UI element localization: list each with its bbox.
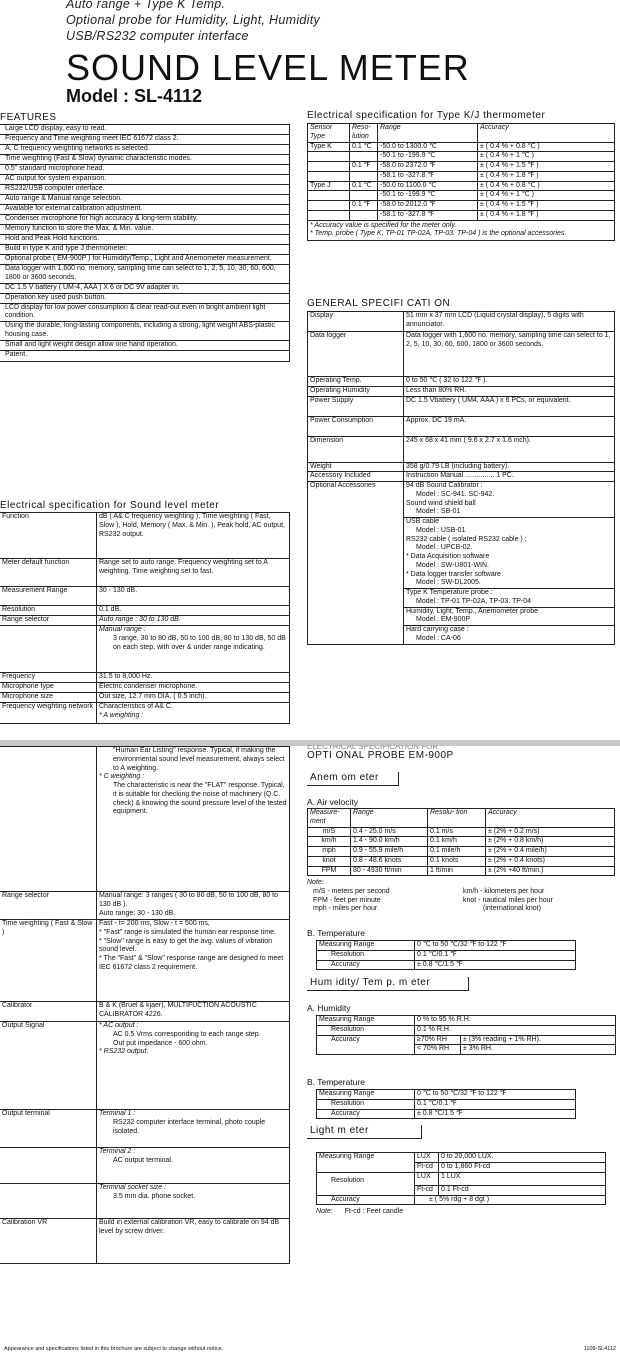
unit: Ft-cd [415, 1162, 439, 1172]
spec-label: Accessory Included [308, 472, 404, 482]
feature-item: Operation key used push button. [5, 293, 107, 301]
spec-value: * The "Fast" & "Slow" response range are designed to meet IEC 61672 class 2 requirement. [99, 955, 284, 971]
accessory-line: Type K Temperature probe : [406, 589, 493, 596]
col-header: Accuracy [486, 809, 615, 828]
sensor-type [308, 191, 350, 201]
feature-item: Build in type K and type J thermometer. [5, 245, 128, 252]
spec-label: Data logger [308, 332, 404, 377]
measurement-unit: km/h [308, 837, 351, 847]
spec-label: Frequency weighting network [0, 703, 97, 723]
spec-value: 0.1 Ft-cd [439, 1185, 606, 1195]
col-header: Range [351, 809, 428, 828]
accessory-block [404, 482, 614, 518]
features-list [0, 124, 290, 362]
spec-value: 3.5 mm dia. phone socket. [113, 1192, 196, 1200]
spec-sub-title: Terminal socket size : [99, 1184, 167, 1191]
sensor-type [308, 152, 350, 162]
feature-item: Small and light weight design allow one hand operation. [5, 340, 178, 348]
spec-label: Calibrator [0, 1002, 97, 1021]
col-header: Range [378, 124, 478, 143]
spec-label: Microphone type [0, 683, 97, 692]
accessory-line: Hard carrying case : [406, 626, 469, 633]
spec-label: Operating Temp. [308, 377, 404, 387]
light-note [316, 1208, 403, 1217]
spec-value: ± 0.8 ℃/1.5 ℉ [415, 1109, 576, 1119]
spec-value: 0 to 20,000 LUX. [439, 1153, 606, 1163]
sensor-type [308, 171, 350, 181]
spec-value: < 70% RH [415, 1045, 461, 1055]
spec-value: 0.1 % R.H. [415, 1025, 616, 1035]
tagline: USB/RS232 computer interface [66, 29, 249, 43]
light-meter-table [316, 1152, 606, 1205]
accessory-line: Model : CA-06 [416, 634, 461, 642]
accessory-line: Humidity, Light, Temp., Anemometer probe [406, 607, 539, 615]
accuracy: ± ( 0.4 % + 1 ℃ ) [478, 191, 615, 201]
resolution [350, 152, 378, 162]
spec-value: * "Slow" range is easy to get the avg. values of vibration sound level. [99, 937, 273, 954]
unit: LUX [415, 1172, 439, 1185]
accuracy: ± (2% + 0.4 knots) [486, 856, 615, 866]
spec-label: Function [0, 513, 97, 558]
temperature-title: B. Temperature [307, 1077, 365, 1087]
spec-label: Measurement Range [0, 587, 97, 605]
feature-item: Using the durable, long-lasting components, including a strong, light weight ABS-plastic housing case. [5, 322, 276, 338]
spec-value: 245 x 68 x 41 mm ( 9.6 x 2.7 x 1.6 inch). [404, 436, 615, 462]
feature-item: 0.5" standard microphone head. [5, 165, 105, 172]
humidity-table [316, 1015, 616, 1055]
accessory-line: USB cable [406, 518, 440, 525]
unit: LUX [415, 1153, 439, 1163]
spec-value: AC output terminal. [113, 1156, 173, 1164]
spec-value: 0 ℃ to 50 ℃/32 ℉ to 122 ℉ [415, 1090, 576, 1100]
spec-label: Measuring Range [317, 1153, 415, 1163]
range: -50.1 to -199.9 ℃ [378, 191, 478, 201]
spec-label: Dimension [308, 436, 404, 462]
spec-value: 0.1 dB. [99, 606, 122, 613]
note-text: km/h - kilometers per hour [463, 887, 545, 895]
feature-item: A, C frequency weighting networks is selected. [5, 145, 150, 152]
note-text: Ft-cd : Feet candle [344, 1208, 404, 1215]
range: -58.1 to -327.8 ℉ [378, 171, 478, 181]
range: 80 - 4930 ft/min [351, 866, 428, 876]
feature-item: Frequency and Time weighting meet IEC 61672 class 2. [5, 135, 179, 142]
sensor-type [308, 201, 350, 211]
feature-item: Memory function to store the Max. & Min. value. [5, 225, 154, 232]
accessory-block [404, 608, 614, 627]
accuracy: ± ( 0.4 % + 1.5 ℉ ) [478, 162, 615, 172]
spec-value: ± 3% RH. [461, 1045, 616, 1055]
page-title: SOUND LEVEL METER [66, 47, 470, 88]
spec-value: 31.5 to 8,000 Hz. [99, 673, 153, 680]
note-title: Note: [307, 879, 324, 886]
probe-cut-title: ELECTRICAL SPECIFICATION FOR [307, 745, 439, 750]
range: 0.8 - 48.6 knots [351, 856, 428, 866]
accessory-line: Model : SW-DL2005. [416, 579, 481, 587]
spec-value: 1 LUX [439, 1172, 606, 1185]
resolution: 0.1 m/s [428, 827, 486, 837]
spec-value: Range set to auto range. Frequency weighting set to A weighting. Time weighting set to fast. [99, 559, 268, 575]
humidity-temp-tab: Hum idity/ Tem p. m eter [307, 977, 469, 991]
col-header: Accuracy [478, 124, 615, 143]
accessory-block [404, 589, 614, 608]
features-title: FEATURES [0, 112, 57, 123]
spec-value: 30 - 130 dB. [99, 587, 138, 594]
accuracy: ± (2% + 0.2 m/s) [486, 827, 615, 837]
resolution: 0.1 ℉ [350, 162, 378, 172]
accessory-line: Model : SW-U801-WIN. [416, 561, 489, 569]
spec-value: Out put impedance - 600 ohm. [113, 1039, 208, 1047]
spec-label: Power Supply [308, 396, 404, 416]
spec-label: Operating Humidity [308, 386, 404, 396]
feature-item: DC 1.5 V battery ( UM-4, AAA ) X 6 or DC 9V adapter in. [5, 283, 180, 291]
accuracy: ± ( 0.4 % + 1.5 ℉ ) [478, 201, 615, 211]
sensor-type: Type K [308, 142, 350, 152]
thermo-note: * Accuracy value is specified for the meter only. [310, 221, 457, 229]
anemometer-tab: Anem om eter [307, 772, 399, 786]
spec-sub-title: * A weighting : [99, 711, 144, 719]
sensor-type: Type J [308, 181, 350, 191]
accessory-line: Model : SB-01 [416, 508, 461, 516]
spec-label: Range selector [0, 616, 97, 625]
accuracy: ± (2% + 0.4 mile/h) [486, 847, 615, 857]
spec-label: Calibration VR [0, 1219, 97, 1263]
resolution: 0.1 ℉ [350, 201, 378, 211]
spec-value: Auto range : 30 to 130 dB. [99, 616, 181, 623]
thermo-title: Electrical specification for Type K/J thermometer [307, 110, 546, 121]
spec-label: Display [308, 312, 404, 332]
accuracy: ± (2% + 0.8 km/h) [486, 837, 615, 847]
spec-value: Less than 80% RH. [404, 386, 615, 396]
accessory-line: RS232 cable ( isolated RS232 cable ) : [406, 535, 527, 543]
range: -58.0 to 2012.0 ℉ [378, 201, 478, 211]
range: 1.4 - 90.0 km/h [351, 837, 428, 847]
sound-spec-table-cont [0, 746, 290, 1264]
temperature-table [316, 940, 576, 970]
spec-value: 0 % to 95 % R.H. [415, 1016, 616, 1026]
range: -58.1 to -327.8 ℉ [378, 210, 478, 220]
range: -50.0 to 1300.0 ℃ [378, 142, 478, 152]
spec-label: Accuracy [317, 1035, 415, 1045]
spec-value: AC 0.5 Vrms corresponding to each range step. [113, 1030, 261, 1038]
feature-item: Condenser microphone for high accuracy & long-term stability. [5, 215, 198, 222]
accuracy: ± ( 0.4 % + 1 ℃ ) [478, 152, 615, 162]
accuracy: ± ( 0.4 % + 0.8 ℃ ) [478, 181, 615, 191]
feature-item: Auto range & Manual range selection. [5, 195, 123, 202]
spec-value: Characteristics of A& C. [99, 703, 173, 710]
measurement-unit: m/S [308, 827, 351, 837]
feature-item: Hold and Peak Hold functions. [5, 235, 100, 242]
spec-label: Time weighting ( Fast & Slow ) [0, 920, 97, 1001]
note-text: knot - nautical miles per hour [463, 896, 553, 904]
measurement-unit: knot [308, 856, 351, 866]
spec-sub-title: * C weighting : [99, 773, 145, 781]
air-velocity-table [307, 808, 615, 876]
air-velocity-notes [307, 879, 615, 914]
spec-label: Resolution [317, 1172, 415, 1185]
spec-value: ± (3% reading + 1% RH). [461, 1035, 616, 1045]
spec-label: Accuracy [317, 1109, 415, 1119]
spec-value: Fast - t= 200 ms, Slow - t = 500 ms, [99, 920, 210, 927]
col-header: Resolu- tion [428, 809, 486, 828]
spec-value: 0 to 50 ℃ ( 32 to 122 ℉ ). [404, 377, 615, 387]
spec-label: Measuring Range [317, 941, 415, 951]
spec-value: Manual range: 3 ranges ( 30 to 80 dB, 50 to 100 dB, 80 to 130 dB ). [99, 892, 279, 908]
general-title: GENERAL SPECIFI CATI ON [307, 298, 451, 309]
spec-label: Measuring Range [317, 1090, 415, 1100]
accessory-line: * Data Acquisition software [406, 553, 490, 560]
spec-label: Resolution [317, 950, 415, 960]
spec-label: Measuring Range [317, 1016, 415, 1026]
spec-label: Optional Accessories [308, 482, 404, 645]
resolution: 0.1 ℃ [350, 181, 378, 191]
spec-value: ± 0.8 ℃/1.5 ℉ [415, 960, 576, 970]
spec-sub-title: Manual range : [99, 626, 146, 633]
sensor-type [308, 162, 350, 172]
temperature-title: B. Temperature [307, 928, 365, 938]
spec-label: Output terminal [0, 1110, 97, 1147]
spec-value: * "Fast" range is simulated the human ear response time. [99, 928, 276, 936]
note-text: mph - miles per hour [313, 905, 378, 913]
spec-label: Range selector [0, 892, 97, 919]
accessory-line: 94 dB Sound Calibrator : [406, 482, 483, 489]
spec-value: 0 ℃ to 50 ℃/32 ℉ to 122 ℉ [415, 941, 576, 951]
accessory-line: Model : UPCB-02. [416, 544, 473, 552]
feature-item: LCD display for low power consumption & clear read-out even in bright ambient light condition. [5, 303, 266, 320]
spec-value: B & K (Bruel & kjaer), MULTIFUCTION ACOUSTIC CALIBRATOR 4226. [99, 1002, 257, 1018]
spec-label: Meter default function [0, 559, 97, 586]
col-header: Measure- ment [308, 809, 351, 828]
resolution: 0.1 mile/h [428, 847, 486, 857]
spec-value: RS232 computer interface terminal, photo couple isolated. [113, 1118, 266, 1135]
spec-value: Data logger with 1,600 no. memory, sampling time can select to 1, 2, 5, 10, 30, 60, 600, 1800 or 3600 seconds. [404, 332, 615, 377]
note-title: Note: [316, 1208, 333, 1215]
feature-item: Large LCD display, easy to read. [5, 125, 107, 132]
measurement-unit: FPM [308, 866, 351, 876]
col-header: Reso- lution [350, 124, 378, 143]
note-text: FPM - feet per minute [313, 896, 381, 904]
spec-label: Weight [308, 462, 404, 472]
feature-item: Available for external calibration adjustment. [5, 205, 143, 212]
resolution: 0.1 ℃ [350, 142, 378, 152]
spec-value: Out size, 12.7 mm DIA. ( 0.5 inch). [99, 693, 207, 700]
unit: Ft-cd [415, 1185, 439, 1195]
feature-item: Time weighting (Fast & Slow) dynamic characteristic modes. [5, 155, 192, 162]
resolution: 0.1 knots [428, 856, 486, 866]
spec-value: 358 g/0.79 LB (including battery). [404, 462, 615, 472]
measurement-unit: mph [308, 847, 351, 857]
header [0, 0, 620, 112]
optional-accessories [404, 482, 615, 645]
accessory-line: Model : TP-01 TP-02A, TP-03. TP-04 [416, 597, 532, 605]
range: -50.1 to -199.9 ℃ [378, 152, 478, 162]
spec-value: The characteristic is near the "FLAT" response. Typical, it is suitable for checking the noise of machinery (Q.C. check) & knowing the sound pressure level of the tested equipment. [113, 782, 287, 816]
humidity-title: A. Humidity [307, 1003, 351, 1013]
model-number: Model : SL-4112 [66, 86, 203, 106]
probe-title: OPTI ONAL PROBE EM-900P [307, 750, 454, 761]
feature-item: RS232/USB computer interface. [5, 185, 105, 192]
accessory-line: Sound wind shield ball [406, 499, 476, 507]
spec-value: 3 range, 30 to 80 dB, 50 to 100 dB, 80 to 130 dB, 50 dB on each step, with over & under range indicating. [113, 634, 286, 651]
accessory-line: * Data logger transfer software [406, 570, 501, 578]
spec-label: Power Consumption [308, 416, 404, 436]
spec-label: Microphone size [0, 693, 97, 702]
spec-value: dB ( A& C frequency weighting ), Time weighting ( Fast, Slow ), Hold, Memory ( Max. & Min. ), Peak hold, AC output, RS232 output. [99, 513, 285, 538]
note-text: (international knot) [483, 905, 541, 913]
spec-value: 0.1 ℃/0.1 ℉ [415, 950, 576, 960]
col-header: Sensor Type [308, 124, 350, 143]
resolution [350, 171, 378, 181]
general-table [307, 311, 615, 645]
thermo-note: * Temp. probe ( Type K, TP-01 TP-02A, TP-03. TP-04 ) is the optional accessories. [310, 230, 567, 238]
sensor-type [308, 210, 350, 220]
feature-item: Optional probe ( EM-900P ) for Humidity/Temp., Light and Anemometer measurement. [5, 255, 272, 262]
spec-value: DC 1.5 Vbattery ( UM4, AAA ) x 6 PCs, or equivalent. [404, 396, 615, 416]
tagline: Auto range + Type K Temp. [66, 0, 226, 11]
spec-sub-title: * RS232 output. [99, 1048, 149, 1056]
spec-label: Accuracy [317, 1195, 415, 1205]
spec-value: 0.1 ℃/0.1 ℉ [415, 1099, 576, 1109]
accuracy: ± ( 0.4 % + 1.8 ℉ ) [478, 210, 615, 220]
footer [4, 1346, 616, 1353]
spec-value: "Human Ear Listing" response. Typical, if making the environmental sound level measurement, always select to A weighting. [113, 747, 285, 772]
spec-sub-title: * AC output : [99, 1022, 139, 1029]
resolution [350, 191, 378, 201]
range: -50.0 to 1100.0 ℃ [378, 181, 478, 191]
thermo-table [307, 123, 615, 241]
feature-item: Data logger with 1,600 no. memory, sampling time can select to 1, 2, 5, 10, 30, 60, 600, 1800 or 3600 seconds. [5, 265, 276, 281]
light-meter-tab: Light m eter [307, 1125, 422, 1139]
air-velocity-title: A. Air velocity [307, 797, 359, 807]
spec-value: Build in external calibration VR, easy to calibrate on 94 dB level by screw driver. [99, 1219, 280, 1235]
spec-value: Approx. DC 19 mA. [404, 416, 615, 436]
resolution [350, 210, 378, 220]
spec-value: Auto range: 30 - 130 dB. [99, 909, 176, 917]
accessory-line: Model : SC-941. SC-942. [416, 490, 495, 498]
resolution: 1 ft/min [428, 866, 486, 876]
accessory-line: Model : USB-01 [416, 526, 466, 534]
spec-label: Frequency [0, 673, 97, 682]
accessory-block [404, 626, 614, 644]
spec-label: Resolution [0, 606, 97, 615]
range: 0.4 - 25.0 m/s [351, 827, 428, 837]
spec-value: 51 mm x 37 mm LCD (Liquid crystal display), 5 digits with annunciator. [404, 312, 615, 332]
accuracy: ± ( 0.4 % + 1.8 ℉ ) [478, 171, 615, 181]
spec-label: Resolution [317, 1099, 415, 1109]
accessory-line: Model : EM-900P [416, 616, 471, 624]
spec-value: Electric condenser microphone. [99, 683, 198, 690]
spec-label: Accuracy [317, 960, 415, 970]
feature-item: AC output for system expansion. [5, 175, 107, 182]
note-text: m/S - meters per second [313, 887, 390, 895]
spec-value: ≥70% RH [415, 1035, 461, 1045]
resolution: 0.1 km/h [428, 837, 486, 847]
spec-sub-title: Terminal 2 : [99, 1148, 136, 1155]
sound-spec-title: Electrical specification for Sound level meter [0, 500, 220, 511]
footer-disclaimer: Appearance and specifications listed in this brochure are subject to change without notice. [4, 1346, 224, 1352]
accuracy: ± ( 0.4 % + 0.8 ℃ ) [478, 142, 615, 152]
feature-item: Patent. [5, 350, 28, 358]
tagline: Optional probe for Humidity, Light, Humidity [66, 13, 321, 27]
spec-value: 0 to 1,860 Ft-cd [439, 1162, 606, 1172]
sound-spec-table [0, 512, 290, 724]
spec-sub-title: Terminal 1 : [99, 1110, 136, 1117]
range: 0.9 - 55.9 mile/h [351, 847, 428, 857]
accuracy: ± (2% +40 ft/min.) [486, 866, 615, 876]
spec-value: Instruction Manual ............... 1 PC. [404, 472, 615, 482]
spec-value: ± ( 5% rdg + 8 dgt ) [415, 1195, 606, 1205]
spec-label: Output Signal [0, 1022, 97, 1109]
spec-label: Resolution [317, 1025, 415, 1035]
range: -58.0 to 2372.0 ℉ [378, 162, 478, 172]
footer-code: 1109-SL4112 [583, 1346, 616, 1352]
temperature-table [316, 1089, 576, 1119]
accessory-block [404, 518, 614, 589]
